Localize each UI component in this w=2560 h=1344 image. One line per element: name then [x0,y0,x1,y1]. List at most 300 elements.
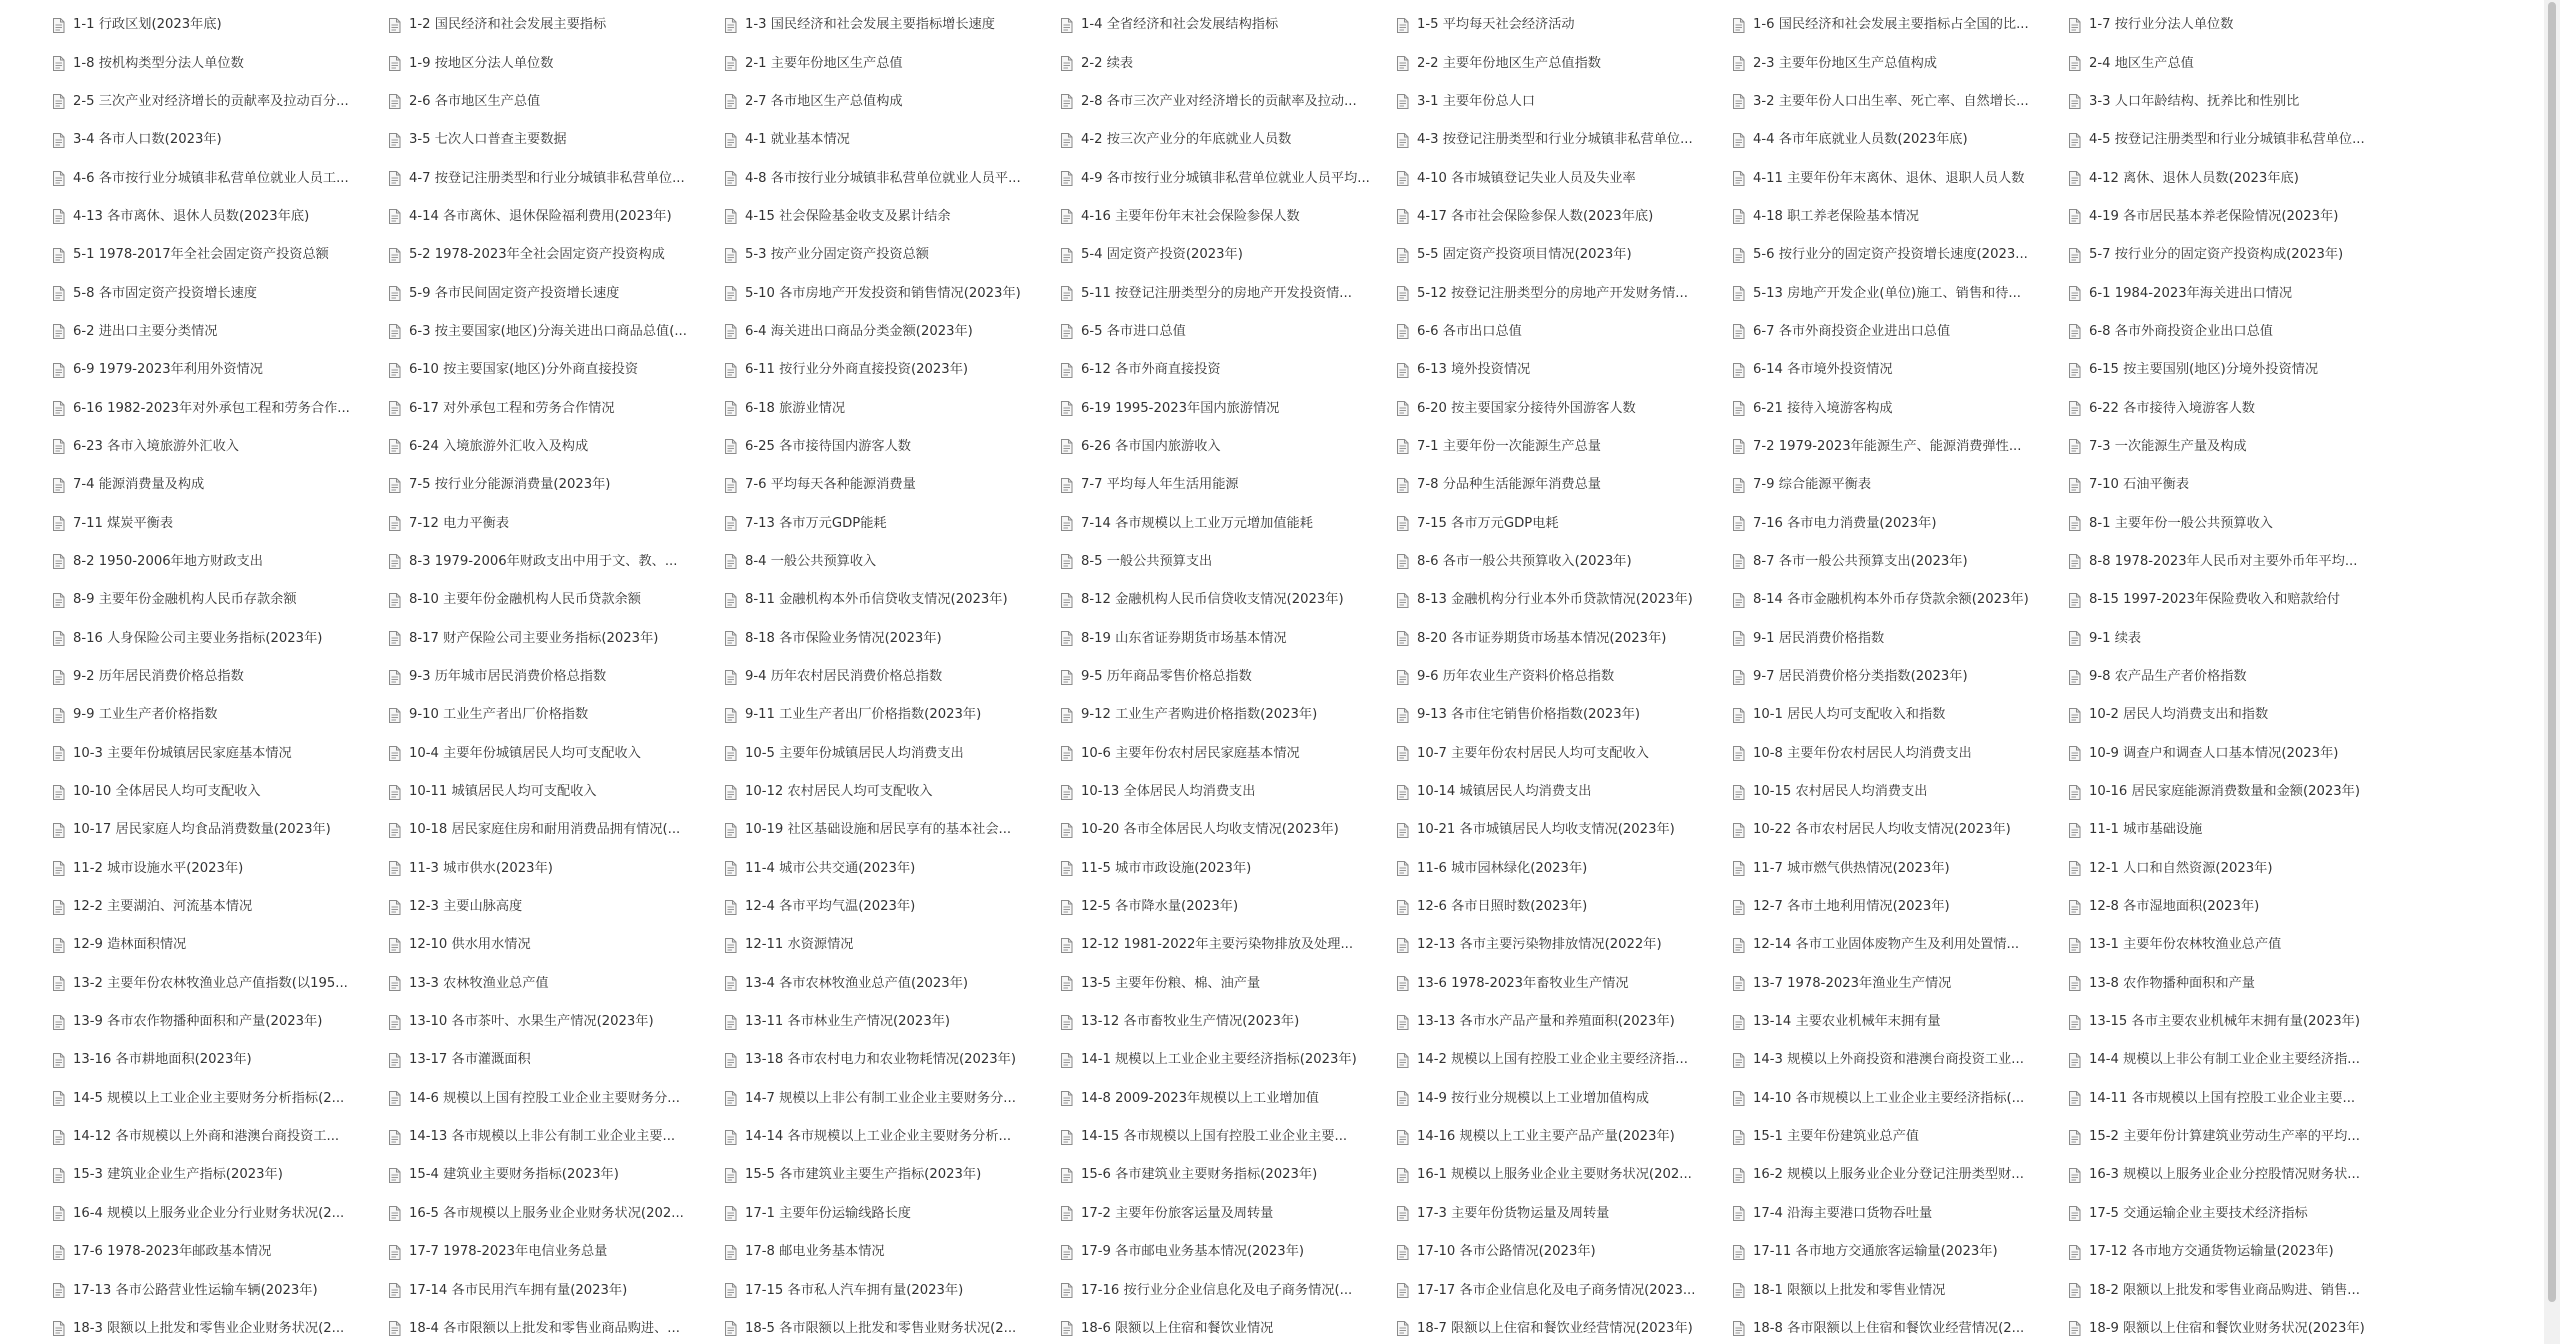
table-link[interactable] [388,1041,724,1079]
table-link[interactable] [2068,1195,2404,1233]
table-link[interactable] [724,83,1060,121]
table-link[interactable] [1060,926,1396,964]
table-link[interactable] [1732,1233,2068,1271]
table-link[interactable] [1396,6,1732,44]
table-link[interactable] [388,965,724,1003]
table-link[interactable] [1732,696,2068,734]
table-link[interactable] [1060,1156,1396,1194]
table-link[interactable] [1060,1003,1396,1041]
table-link[interactable] [724,888,1060,926]
table-link[interactable] [52,773,388,811]
table-link[interactable] [724,581,1060,619]
table-link[interactable] [724,1310,1060,1344]
table-link[interactable] [1396,198,1732,236]
table-link[interactable] [724,850,1060,888]
table-link[interactable] [388,543,724,581]
table-link-label: 4-5 按登记注册类型和行业分城镇非私营单位... [2089,132,2365,148]
table-link[interactable] [1060,428,1396,466]
table-link[interactable] [52,1271,388,1309]
table-link[interactable] [52,1041,388,1079]
table-link[interactable] [1060,850,1396,888]
table-link[interactable] [388,888,724,926]
table-link[interactable] [388,389,724,427]
table-link[interactable] [1060,274,1396,312]
table-link[interactable] [1060,543,1396,581]
table-link[interactable] [1396,965,1732,1003]
table-link[interactable] [1732,850,2068,888]
table-link[interactable] [388,1310,724,1344]
file-document-icon [388,938,401,953]
table-link[interactable] [1732,735,2068,773]
table-link[interactable] [52,620,388,658]
table-link[interactable] [388,735,724,773]
table-link[interactable] [724,1003,1060,1041]
table-link[interactable] [52,735,388,773]
table-link[interactable] [52,965,388,1003]
table-link[interactable] [724,773,1060,811]
table-link[interactable] [2068,121,2404,159]
table-link-label: 6-19 1995-2023年国内旅游情况 [1081,400,1280,416]
file-document-icon [1396,823,1409,838]
table-link[interactable] [724,1271,1060,1309]
table-link[interactable] [724,811,1060,849]
file-document-icon [1060,401,1073,416]
table-link[interactable] [1060,504,1396,542]
table-link[interactable] [1396,351,1732,389]
table-link[interactable] [1060,6,1396,44]
table-link[interactable] [1732,965,2068,1003]
table-link[interactable] [388,83,724,121]
table-link[interactable] [1396,735,1732,773]
table-link[interactable] [1396,389,1732,427]
file-document-icon [1732,133,1745,148]
table-link[interactable] [1396,466,1732,504]
table-link[interactable] [1732,543,2068,581]
table-link-label: 8-15 1997-2023年保险费收入和赔款给付 [2089,592,2341,608]
table-link[interactable] [52,696,388,734]
table-link[interactable] [2068,888,2404,926]
file-document-icon [1060,1053,1073,1068]
table-link[interactable] [1396,1156,1732,1194]
table-link[interactable] [1396,274,1732,312]
file-document-icon [52,746,65,761]
table-link-label: 1-3 国民经济和社会发展主要指标增长速度 [745,17,995,33]
table-link[interactable] [1732,811,2068,849]
table-link[interactable] [2068,466,2404,504]
table-link[interactable] [1060,236,1396,274]
table-link[interactable] [1396,888,1732,926]
table-link[interactable] [1396,1195,1732,1233]
file-document-icon [724,56,737,71]
table-link[interactable] [1732,236,2068,274]
table-link[interactable] [2068,620,2404,658]
table-link[interactable] [2068,44,2404,82]
table-link[interactable] [2068,236,2404,274]
table-link[interactable] [1060,121,1396,159]
table-link[interactable] [1732,620,2068,658]
file-document-icon [388,976,401,991]
table-link[interactable] [1732,313,2068,351]
table-link[interactable] [1396,121,1732,159]
file-document-icon [388,18,401,33]
file-document-icon [1396,1283,1409,1298]
table-link[interactable] [724,121,1060,159]
table-link[interactable] [388,1118,724,1156]
table-link[interactable] [1732,1041,2068,1079]
table-link[interactable] [724,466,1060,504]
table-link[interactable] [52,581,388,619]
table-link[interactable] [388,159,724,197]
file-document-icon [1060,209,1073,224]
table-link[interactable] [1396,236,1732,274]
table-link[interactable] [724,159,1060,197]
table-link[interactable] [388,1271,724,1309]
table-link[interactable] [1732,121,2068,159]
table-link[interactable] [1732,159,2068,197]
table-link[interactable] [724,6,1060,44]
table-link[interactable] [724,620,1060,658]
table-link[interactable] [1060,159,1396,197]
table-link[interactable] [2068,850,2404,888]
table-link[interactable] [724,313,1060,351]
table-link[interactable] [724,389,1060,427]
table-link-label: 3-5 七次人口普查主要数据 [409,132,567,148]
table-link[interactable] [388,850,724,888]
table-link[interactable] [52,236,388,274]
table-link-label: 8-9 主要年份金融机构人民币存款余额 [73,592,297,608]
table-link[interactable] [2068,581,2404,619]
table-link[interactable] [388,620,724,658]
table-link[interactable] [1060,1233,1396,1271]
table-link[interactable] [52,543,388,581]
table-link[interactable] [388,6,724,44]
table-link[interactable] [724,198,1060,236]
file-document-icon [52,286,65,301]
table-link[interactable] [1396,926,1732,964]
file-document-icon [1732,593,1745,608]
table-link[interactable] [2068,773,2404,811]
table-link[interactable] [388,1233,724,1271]
table-link[interactable] [52,6,388,44]
file-document-icon [1060,631,1073,646]
table-link[interactable] [388,1003,724,1041]
table-link-label: 6-17 对外承包工程和劳务合作情况 [409,400,615,416]
table-link[interactable] [2068,696,2404,734]
table-link[interactable] [1060,389,1396,427]
table-link[interactable] [724,1195,1060,1233]
table-link[interactable] [724,543,1060,581]
table-link[interactable] [1396,773,1732,811]
table-link[interactable] [388,274,724,312]
table-link[interactable] [1060,1310,1396,1344]
table-link-label: 11-2 城市设施水平(2023年) [73,860,244,876]
table-link[interactable] [1732,773,2068,811]
table-link-label: 17-16 按行业分企业信息化及电子商务情况(... [1081,1282,1353,1298]
table-link[interactable] [52,389,388,427]
table-link[interactable] [1396,1310,1732,1344]
table-link[interactable] [1396,696,1732,734]
table-link[interactable] [1732,658,2068,696]
table-link[interactable] [724,504,1060,542]
table-link-label: 16-4 规模以上服务业企业分行业财务状况(2... [73,1205,345,1221]
table-link[interactable] [1732,504,2068,542]
table-link[interactable] [1732,274,2068,312]
table-link[interactable] [724,735,1060,773]
table-link[interactable] [2068,1233,2404,1271]
table-link[interactable] [2068,274,2404,312]
table-link[interactable] [1732,1271,2068,1309]
table-link[interactable] [52,1310,388,1344]
table-link[interactable] [1396,1003,1732,1041]
table-link[interactable] [2068,1003,2404,1041]
table-link[interactable] [1732,351,2068,389]
table-link[interactable] [724,1041,1060,1079]
table-link[interactable] [1732,1118,2068,1156]
table-link[interactable] [2068,389,2404,427]
table-link[interactable] [724,351,1060,389]
table-link[interactable] [388,926,724,964]
table-link[interactable] [52,850,388,888]
table-link[interactable] [1732,6,2068,44]
table-link[interactable] [52,658,388,696]
table-link[interactable] [1396,44,1732,82]
table-link-label: 12-1 人口和自然资源(2023年) [2089,860,2273,876]
table-link[interactable] [52,313,388,351]
table-link[interactable] [388,198,724,236]
table-link[interactable] [1396,1041,1732,1079]
table-link[interactable] [2068,504,2404,542]
table-link[interactable] [2068,198,2404,236]
table-link[interactable] [1396,313,1732,351]
table-link[interactable] [52,428,388,466]
table-link-label: 9-1 续表 [2089,630,2142,646]
table-link[interactable] [1060,351,1396,389]
table-link[interactable] [1060,1080,1396,1118]
table-link[interactable] [724,428,1060,466]
table-link[interactable] [388,236,724,274]
table-link[interactable] [1396,83,1732,121]
table-link[interactable] [1732,428,2068,466]
table-link[interactable] [724,696,1060,734]
table-link[interactable] [2068,1310,2404,1344]
table-link[interactable] [2068,543,2404,581]
table-link[interactable] [724,44,1060,82]
table-link[interactable] [1060,811,1396,849]
table-link[interactable] [1396,1118,1732,1156]
table-link[interactable] [388,44,724,82]
table-link[interactable] [1732,581,2068,619]
table-link[interactable] [52,159,388,197]
file-document-icon [1732,708,1745,723]
table-link[interactable] [1396,1080,1732,1118]
table-link[interactable] [1060,44,1396,82]
table-link[interactable] [1396,850,1732,888]
table-link[interactable] [2068,83,2404,121]
table-link[interactable] [388,581,724,619]
table-link-label: 17-13 各市公路营业性运输车辆(2023年) [73,1282,318,1298]
table-link[interactable] [1396,543,1732,581]
table-link[interactable] [2068,735,2404,773]
table-link[interactable] [52,44,388,82]
table-link[interactable] [52,1118,388,1156]
table-link[interactable] [52,274,388,312]
table-link[interactable] [1060,1041,1396,1079]
table-link[interactable] [388,428,724,466]
table-link[interactable] [388,504,724,542]
table-link[interactable] [388,351,724,389]
table-link[interactable] [388,121,724,159]
table-link[interactable] [1060,83,1396,121]
file-document-icon [1396,439,1409,454]
file-document-icon [724,363,737,378]
table-link[interactable] [1060,696,1396,734]
file-document-icon [1732,1015,1745,1030]
table-link[interactable] [388,696,724,734]
table-link[interactable] [2068,428,2404,466]
table-link[interactable] [2068,1271,2404,1309]
file-document-icon [52,670,65,685]
table-link[interactable] [1396,1271,1732,1309]
table-link[interactable] [1060,658,1396,696]
table-link[interactable] [1060,620,1396,658]
table-link[interactable] [1396,1233,1732,1271]
table-link[interactable] [1060,466,1396,504]
scrollbar-thumb[interactable] [2548,2,2556,1302]
table-link[interactable] [2068,926,2404,964]
table-link-label: 5-9 各市民间固定资产投资增长速度 [409,285,620,301]
table-link[interactable] [2068,658,2404,696]
vertical-scrollbar[interactable] [2544,0,2560,1344]
table-link[interactable] [2068,1080,2404,1118]
table-link[interactable] [1732,389,2068,427]
table-link[interactable] [724,1118,1060,1156]
table-link[interactable] [1732,466,2068,504]
table-link[interactable] [1396,620,1732,658]
table-link[interactable] [388,1156,724,1194]
table-link[interactable] [52,1233,388,1271]
file-document-icon [2068,56,2081,71]
table-link[interactable] [52,83,388,121]
table-link[interactable] [724,926,1060,964]
table-link[interactable] [1060,888,1396,926]
table-link[interactable] [724,658,1060,696]
table-link-label: 6-11 按行业分外商直接投资(2023年) [745,362,969,378]
table-link[interactable] [1732,44,2068,82]
table-link-label: 6-24 入境旅游外汇收入及构成 [409,438,589,454]
table-link[interactable] [724,274,1060,312]
table-link[interactable] [52,926,388,964]
table-link[interactable] [52,1080,388,1118]
table-link[interactable] [1060,1118,1396,1156]
table-link[interactable] [52,504,388,542]
table-link[interactable] [1060,735,1396,773]
table-link[interactable] [724,1156,1060,1194]
table-link[interactable] [52,121,388,159]
file-document-icon [388,554,401,569]
table-link[interactable] [1732,1195,2068,1233]
table-link[interactable] [1060,965,1396,1003]
table-link[interactable] [52,1156,388,1194]
table-link[interactable] [1060,1195,1396,1233]
table-link-label: 18-5 各市限额以上批发和零售业财务状况(2... [745,1320,1017,1336]
table-link[interactable] [2068,6,2404,44]
table-link[interactable] [1060,773,1396,811]
table-link[interactable] [388,1080,724,1118]
table-link[interactable] [388,313,724,351]
table-link-label: 6-25 各市接待国内游客人数 [745,438,911,454]
table-link[interactable] [52,1195,388,1233]
table-link[interactable] [52,198,388,236]
table-link[interactable] [1732,888,2068,926]
table-link[interactable] [388,466,724,504]
table-link[interactable] [2068,313,2404,351]
table-link-label: 9-9 工业生产者价格指数 [73,707,218,723]
table-link[interactable] [2068,159,2404,197]
table-link[interactable] [388,811,724,849]
table-link[interactable] [2068,1118,2404,1156]
table-link-label: 8-11 金融机构本外币信贷收支情况(2023年) [745,592,1008,608]
file-document-icon [1060,554,1073,569]
table-link-label: 15-2 主要年份计算建筑业劳动生产率的平均... [2089,1129,2360,1145]
table-link-label: 13-5 主要年份粮、棉、油产量 [1081,975,1261,991]
file-document-icon [724,18,737,33]
table-link[interactable] [2068,811,2404,849]
table-link-label: 13-12 各市畜牧业生产情况(2023年) [1081,1014,1300,1030]
table-link[interactable] [2068,351,2404,389]
table-link[interactable] [388,658,724,696]
table-link[interactable] [388,1195,724,1233]
table-link[interactable] [1396,159,1732,197]
table-link[interactable] [1732,1080,2068,1118]
table-link[interactable] [724,1080,1060,1118]
table-link[interactable] [52,888,388,926]
table-link-label: 7-14 各市规模以上工业万元增加值能耗 [1081,515,1313,531]
file-document-icon [2068,631,2081,646]
table-link-label: 11-6 城市园林绿化(2023年) [1417,860,1588,876]
table-link[interactable] [1396,504,1732,542]
table-link[interactable] [1396,428,1732,466]
table-link[interactable] [724,1233,1060,1271]
table-link[interactable] [1396,581,1732,619]
table-link[interactable] [1060,198,1396,236]
table-link[interactable] [1732,198,2068,236]
table-link[interactable] [1732,926,2068,964]
table-link[interactable] [724,236,1060,274]
table-link-label: 17-14 各市民用汽车拥有量(2023年) [409,1282,628,1298]
table-link[interactable] [388,773,724,811]
table-link-label: 14-6 规模以上国有控股工业企业主要财务分... [409,1090,680,1106]
table-link[interactable] [1732,83,2068,121]
table-link[interactable] [1396,811,1732,849]
table-link[interactable] [1060,313,1396,351]
table-link[interactable] [52,351,388,389]
table-link[interactable] [1732,1310,2068,1344]
table-link[interactable] [1732,1156,2068,1194]
file-document-icon [724,670,737,685]
table-link[interactable] [1732,1003,2068,1041]
table-link[interactable] [52,811,388,849]
table-link[interactable] [52,466,388,504]
table-link[interactable] [1060,1271,1396,1309]
table-link[interactable] [2068,1156,2404,1194]
table-link[interactable] [724,965,1060,1003]
table-link[interactable] [2068,1041,2404,1079]
file-document-icon [1396,708,1409,723]
table-link[interactable] [1060,581,1396,619]
table-link[interactable] [2068,965,2404,1003]
table-link[interactable] [52,1003,388,1041]
table-link[interactable] [1396,658,1732,696]
